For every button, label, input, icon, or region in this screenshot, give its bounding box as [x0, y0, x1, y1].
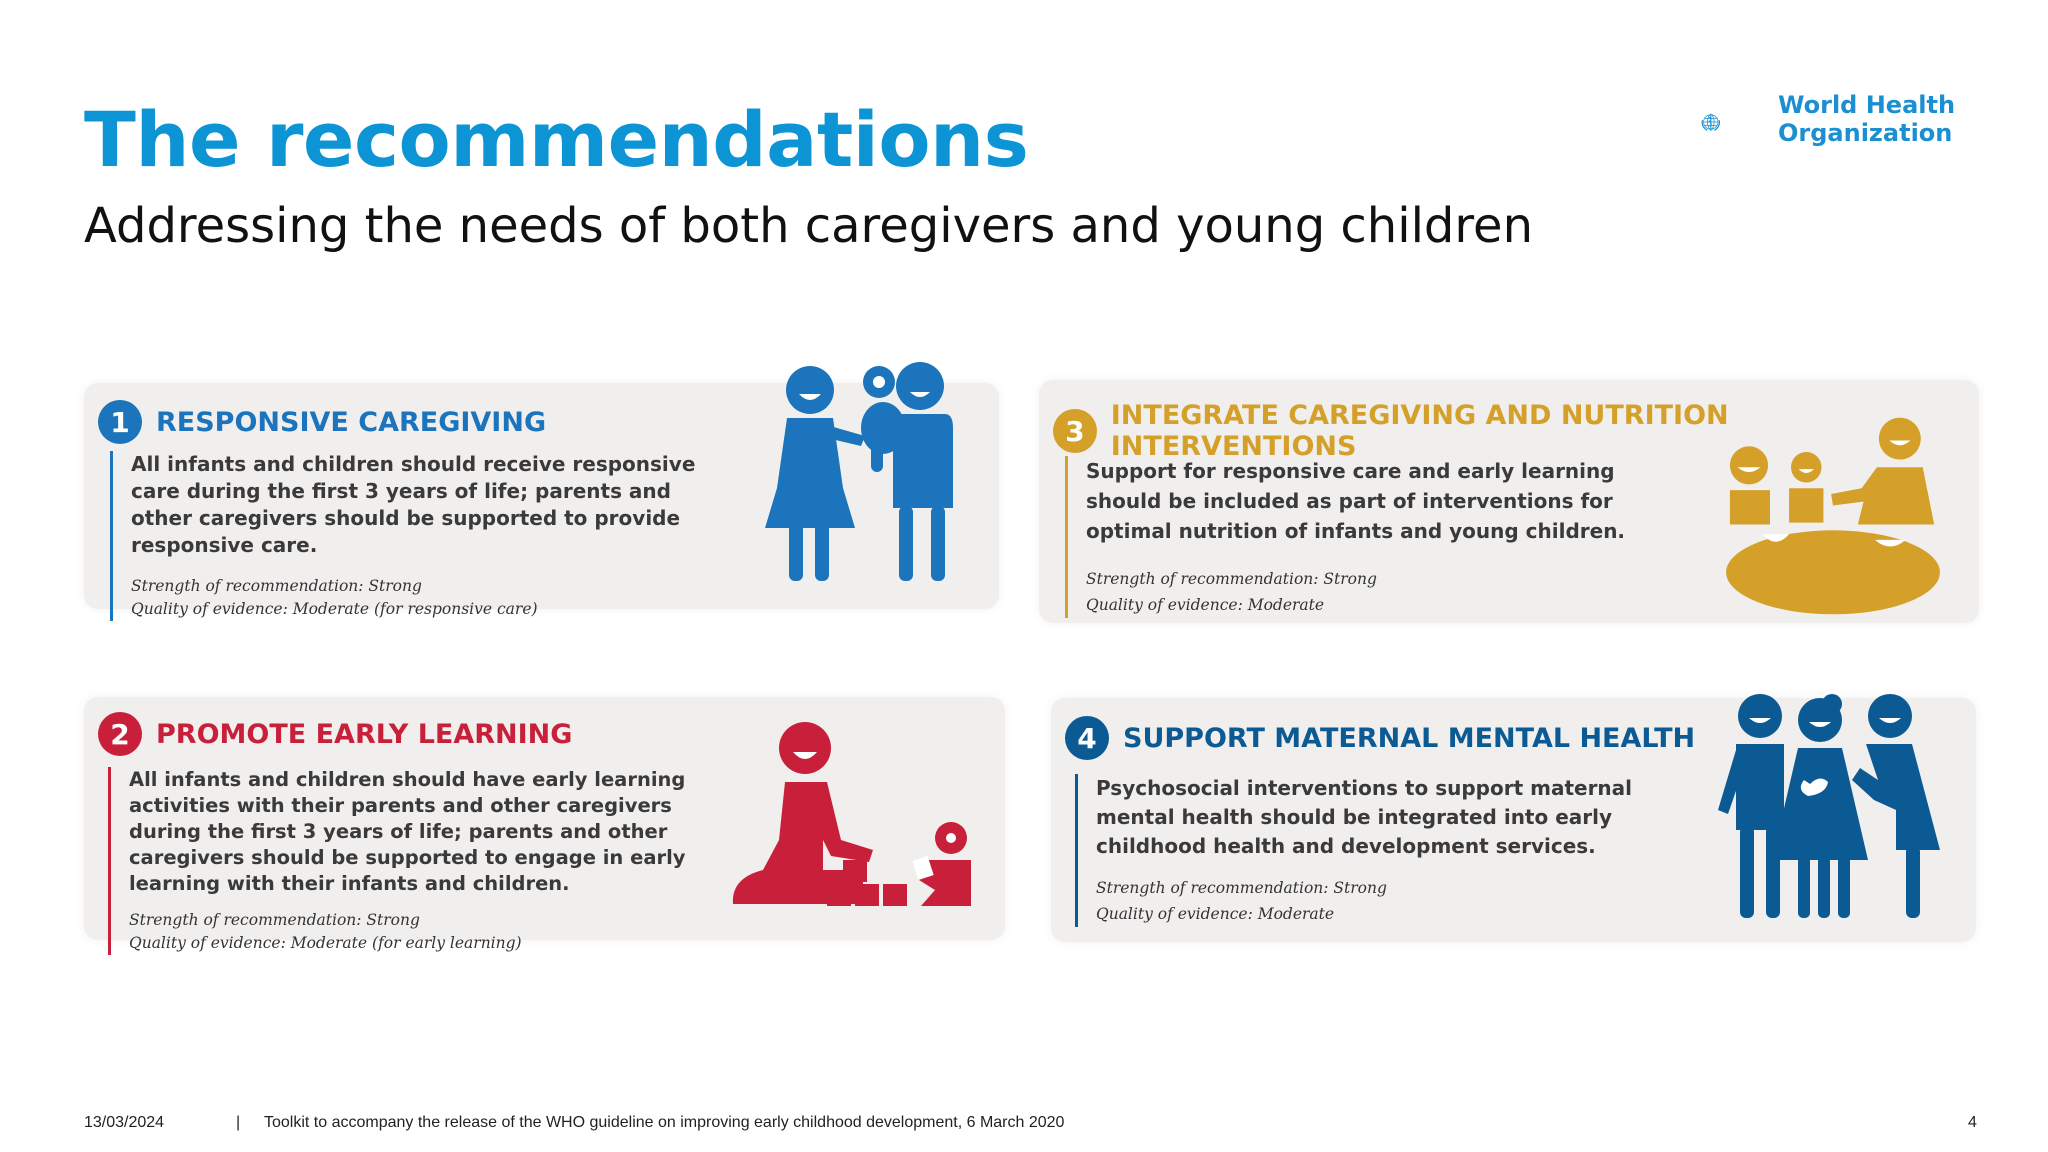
footer-text: Toolkit to accompany the release of the WHO guideline on improving early childhood development, 6 March 2020 — [264, 1114, 1065, 1131]
card-meta — [129, 909, 739, 955]
card-text: All infants and children should have early learning activities with their parents and other caregivers during the first 3 years of life; parents and other caregivers should be supported to engage in early learning with their infants and children. — [129, 768, 686, 895]
card-body — [1065, 456, 1676, 618]
card-number-badge: 2 — [98, 712, 142, 756]
who-emblem-icon — [1700, 86, 1772, 158]
supported-mother-family-icon — [1700, 690, 1950, 930]
quality-of-evidence: Quality of evidence: Moderate (for responsive care) — [131, 600, 538, 618]
card-header — [98, 712, 572, 756]
who-logo-line1: World Health — [1778, 91, 1956, 119]
card-body — [108, 767, 739, 955]
page-title: The recommendations — [84, 95, 1029, 184]
card-header — [1065, 716, 1695, 760]
card-title: RESPONSIVE CAREGIVING — [156, 406, 547, 438]
card-text: Support for responsive care and early learning should be included as part of interventions for optimal nutrition of infants and young children. — [1086, 459, 1626, 543]
page-subtitle: Addressing the needs of both caregivers and young children — [84, 198, 1533, 254]
card-text: Psychosocial interventions to support maternal mental health should be integrated into early childhood health and development services. — [1096, 776, 1633, 858]
strength-of-recommendation: Strength of recommendation: Strong — [1096, 879, 1387, 897]
card-body — [1075, 774, 1686, 927]
who-logo-line2: Organization — [1778, 119, 1953, 147]
parent-child-playing-blocks-icon — [723, 720, 983, 920]
who-logo-wordmark — [1778, 91, 1955, 147]
page-number: 4 — [1968, 1114, 1977, 1131]
card-meta — [131, 575, 731, 621]
quality-of-evidence: Quality of evidence: Moderate (for early learning) — [129, 934, 522, 952]
quality-of-evidence: Quality of evidence: Moderate — [1096, 905, 1335, 923]
card-number-badge: 4 — [1065, 716, 1109, 760]
card-meta — [1086, 566, 1676, 618]
card-text: All infants and children should receive responsive care during the first 3 years of life; parents and other caregivers should be supported to provide responsive care. — [131, 452, 696, 557]
strength-of-recommendation: Strength of recommendation: Strong — [129, 911, 420, 929]
strength-of-recommendation: Strength of recommendation: Strong — [1086, 570, 1377, 588]
card-number-badge: 1 — [98, 400, 142, 444]
card-body — [110, 451, 731, 621]
card-number-badge: 3 — [1053, 409, 1097, 453]
family-eating-meal-icon — [1718, 410, 1948, 620]
card-title: INTEGRATE CAREGIVING AND NUTRITION INTERVENTIONS — [1110, 400, 1729, 462]
strength-of-recommendation: Strength of recommendation: Strong — [131, 577, 422, 595]
card-title: PROMOTE EARLY LEARNING — [156, 718, 573, 750]
quality-of-evidence: Quality of evidence: Moderate — [1086, 596, 1325, 614]
footer-date: 13/03/2024 — [84, 1114, 165, 1131]
card-header — [98, 400, 546, 444]
card-title: SUPPORT MATERNAL MENTAL HEALTH — [1123, 722, 1696, 754]
card-meta — [1096, 875, 1686, 927]
footer-separator: | — [236, 1114, 241, 1131]
parents-with-baby-icon — [735, 358, 965, 588]
